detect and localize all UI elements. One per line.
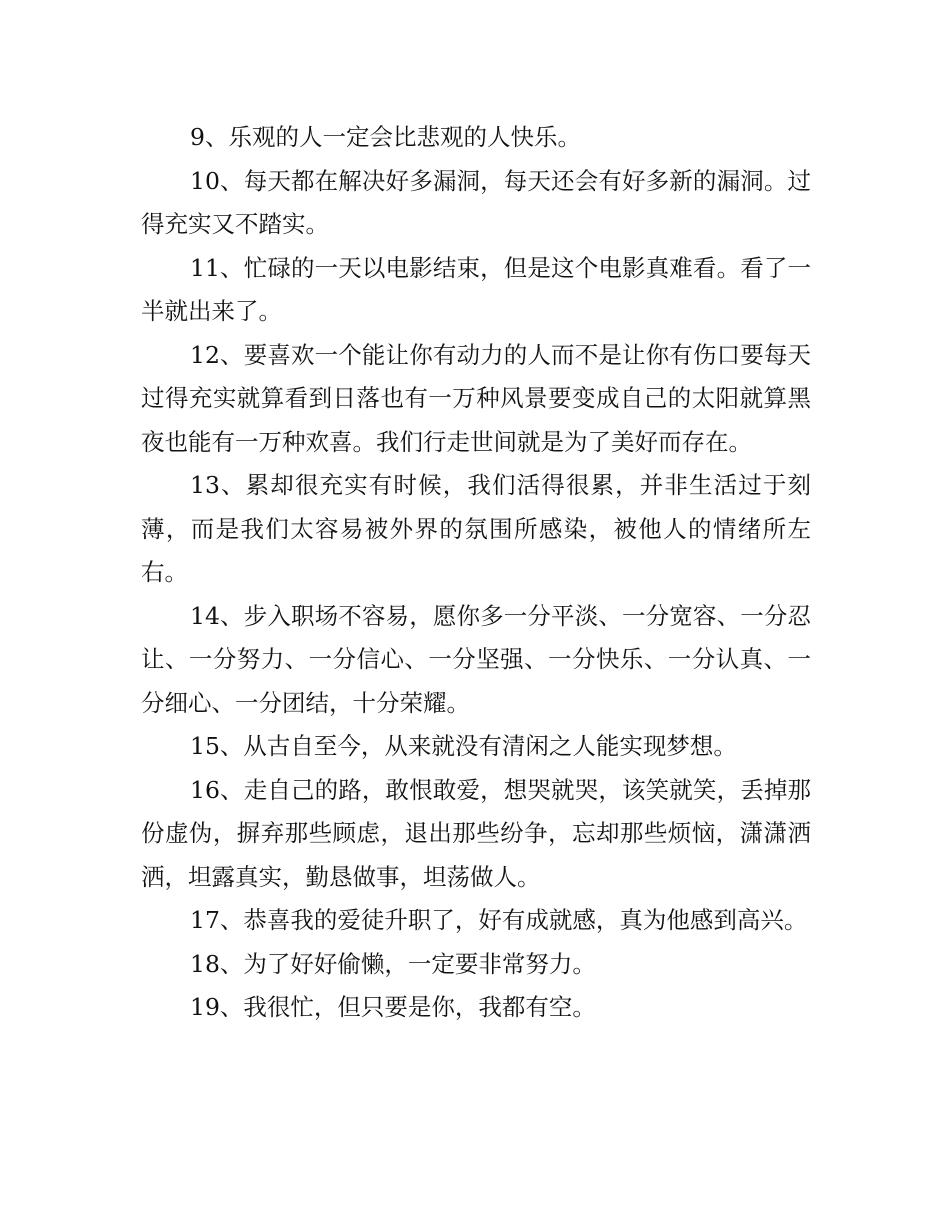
list-item: 13、累却很充实有时候，我们活得很累，并非生活过于刻薄，而是我们太容易被外界的氛围所感染，被他人的情绪所左右。 [141,471,811,586]
list-item: 9、乐观的人一定会比悲观的人快乐。 [190,123,581,151]
list-item: 11、忙碌的一天以电影结束，但是这个电影真难看。看了一半就出来了。 [141,253,811,325]
document-body [141,116,811,1030]
list-item: 18、为了好好偷懒，一定要非常努力。 [190,949,596,978]
list-item: 14、步入职场不容易，愿你多一分平淡、一分宽容、一分忍让、一分努力、一分信心、一分坚强、一分快乐、一分认真、一分细心、一分团结，十分荣耀。 [141,601,811,717]
list-item: 16、走自己的路，敢恨敢爱，想哭就哭，该笑就笑，丢掉那份虚伪，摒弃那些顾虑，退出那些纷争，忘却那些烦恼，潇潇洒洒，坦露真实，勤恳做事，坦荡做人。 [141,775,811,891]
list-item: 15、从古自至今，从来就没有清闲之人能实现梦想。 [190,732,737,760]
list-item: 19、我很忙，但只要是你，我都有空。 [190,993,596,1021]
list-item: 17、恭喜我的爱徒升职了，好有成就感，真为他感到高兴。 [190,906,808,934]
list-item: 12、要喜欢一个能让你有动力的人而不是让你有伤口要每天过得充实就算看到日落也有一万种风景要变成自己的太阳就算黑夜也能有一万种欢喜。我们行走世间就是为了美好而存在。 [141,340,811,456]
list-item: 10、每天都在解决好多漏洞，每天还会有好多新的漏洞。过得充实又不踏实。 [141,166,811,238]
